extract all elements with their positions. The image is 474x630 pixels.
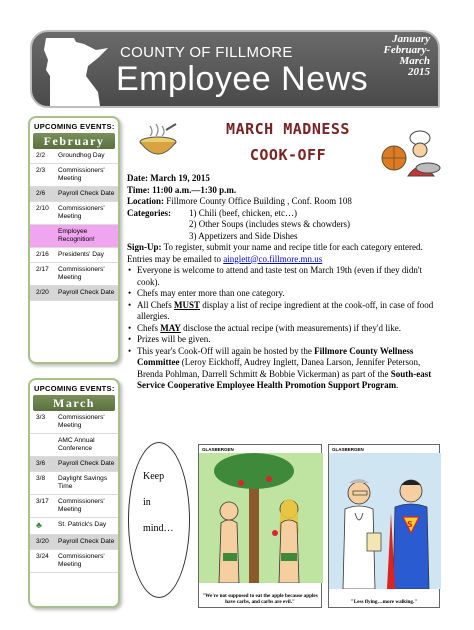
event-title: Payroll Check Date [58, 289, 115, 296]
category-item: 3) Appetizers and Side Dishes [189, 230, 298, 241]
minnesota-state-icon [38, 36, 112, 108]
event-date: 2/10 [36, 205, 49, 212]
february-event-list [30, 149, 118, 301]
event-date [36, 228, 58, 244]
event-row [30, 225, 118, 248]
event-title: Daylight Savings Time [58, 475, 108, 490]
event-date: 2/3 [36, 167, 46, 174]
event-title: Commissioners' Meeting [58, 167, 105, 182]
month-bar-march: March [33, 395, 115, 411]
shamrock-icon: ♣ [36, 520, 42, 530]
event-title: Payroll Check Date [58, 460, 115, 467]
cartoon-less-flying [328, 444, 440, 608]
rule-text: . [396, 380, 399, 390]
chef-basketball-icon [380, 128, 442, 178]
event-date: Date: March 19, 2015 [127, 173, 210, 183]
event-title: Commissioners' Meeting [58, 498, 105, 513]
event-row [30, 434, 118, 457]
cartoon-artist-tag: GLASBERGEN [332, 447, 364, 452]
events-heading: UPCOMING EVENTS: [34, 122, 115, 131]
event-row [30, 411, 118, 434]
event-row [30, 472, 118, 495]
rule-text: This year's Cook-Off will again be hosted by the [137, 345, 315, 356]
event-date: 3/20 [36, 538, 49, 545]
svg-text:S: S [407, 520, 413, 529]
event-date: 2/6 [36, 190, 46, 197]
event-date: 3/8 [36, 475, 46, 482]
keep-in-mind-line: mind… [143, 523, 174, 534]
location-label: Location: [127, 196, 164, 206]
signup-text [127, 242, 439, 265]
event-title: Presidents' Day [58, 251, 104, 258]
event-title: Employee Recognition! [58, 228, 95, 243]
march-events-panel [28, 378, 120, 608]
event-row [30, 550, 118, 573]
rule-item [127, 300, 439, 323]
issue-date-line: February- [383, 44, 430, 56]
event-row [30, 248, 118, 263]
event-row [30, 457, 118, 472]
email-link[interactable]: ainglett@co.fillmore.mn.us [223, 253, 323, 264]
event-row [30, 149, 118, 164]
issue-date-line: March [399, 55, 430, 67]
doctor-superhero-illustration [329, 453, 441, 589]
signup-body: To register, submit your name and recipe title for each category entered. Entries may be emailed to [127, 242, 423, 264]
event-date: 2/17 [36, 266, 49, 273]
event-date [36, 521, 58, 531]
event-date: 3/24 [36, 553, 49, 560]
event-date: 3/3 [36, 414, 46, 421]
rule-text: Chefs [137, 322, 161, 333]
article-headline-sub: COOK-OFF [249, 146, 327, 164]
county-name: COUNTY OF FILLMORE [120, 44, 293, 61]
event-location [127, 196, 439, 208]
categories-row [127, 208, 439, 220]
rule-strong: Fillmore County Wellness Committee [137, 345, 414, 367]
keep-in-mind-line: in [143, 497, 151, 508]
event-date: 2/16 [36, 251, 49, 258]
event-date: 2/20 [36, 289, 49, 296]
article-headline: MARCH MADNESS [226, 120, 350, 138]
rule-emphasis: MAY [160, 322, 181, 333]
issue-date [360, 34, 430, 78]
soup-bowl-icon [136, 122, 180, 160]
rule-item: • Prizes will be given. [127, 334, 439, 346]
rule-item [127, 323, 439, 335]
rule-text: All Chefs [137, 299, 174, 310]
rule-emphasis: MUST [174, 299, 201, 310]
categories-label: Categories: [127, 207, 171, 218]
cartoon-caption: "Less flying…more walking." [350, 599, 418, 605]
event-row [30, 263, 118, 286]
rules-list [127, 265, 439, 392]
issue-date-line: 2015 [408, 66, 430, 78]
rule-item: • Chefs may enter more than one category. [127, 288, 439, 300]
event-row [30, 187, 118, 202]
event-title: Commissioners' Meeting [58, 205, 105, 220]
event-title: Commissioners' Meeting [58, 553, 105, 568]
event-date: 2/2 [36, 152, 46, 159]
events-heading: UPCOMING EVENTS: [34, 384, 115, 393]
adam-eve-illustration [199, 453, 323, 583]
rule-strong: South-east Service Cooperative Employee Health Promotion Support Program [137, 368, 432, 390]
cartoon-artist-tag: GLASBERGEN [202, 447, 234, 452]
event-title: Commissioners' Meeting [58, 266, 105, 281]
event-title: AMC Annual Conference [58, 437, 95, 452]
keep-in-mind-oval [128, 442, 190, 598]
event-title: Commissioners' Meeting [58, 414, 105, 429]
event-date: 3/6 [36, 460, 46, 467]
event-title: Payroll Check Date [58, 538, 115, 545]
event-title: St. Patrick's Day [58, 521, 107, 528]
event-time: Time: 11:00 a.m.—1:30 p.m. [127, 184, 237, 195]
signup-label: Sign-Up: [127, 242, 162, 252]
event-title: Payroll Check Date [58, 190, 115, 197]
event-row [30, 518, 118, 535]
event-title: Groundhog Day [58, 152, 105, 159]
event-row [30, 286, 118, 301]
march-event-list [30, 411, 118, 573]
rule-item [127, 346, 439, 392]
newsletter-title: Employee News [116, 60, 369, 98]
event-date [36, 437, 58, 453]
rule-text: disclose the actual recipe (with measurements) if they'd like. [180, 322, 401, 333]
cookoff-article [127, 173, 439, 392]
header-banner [30, 30, 440, 108]
category-item: 2) Other Soups (includes stews & chowders) [189, 219, 350, 229]
event-row [30, 495, 118, 518]
rule-text: (Leroy Eickhoff, Audrey Inglett, Danea Larson, Jennifer Peterson, Brenda Pohlman, Darrell Schmitt & Bobbie Vickerman) as part of the [137, 357, 421, 379]
category-item: 1) Chili (beef, chicken, etc…) [189, 207, 297, 218]
location-value: Fillmore County Office Building , Conf. Room 108 [164, 196, 352, 206]
keep-in-mind-line: Keep [143, 471, 165, 482]
cartoon-apple-carbs [198, 444, 322, 608]
rule-item: • Everyone is welcome to attend and taste test on March 19th (even if they didn't cook). [127, 265, 439, 288]
cartoon-caption: "We're not supposed to eat the apple because apples have carbs, and carbs are evil." [202, 593, 318, 605]
month-bar-february: February [33, 133, 115, 149]
event-row [30, 164, 118, 187]
issue-date-line: January [392, 33, 430, 45]
february-events-panel [28, 116, 120, 364]
event-row [30, 202, 118, 225]
event-row [30, 535, 118, 550]
event-date: 3/17 [36, 498, 49, 505]
rule-text: display a list of recipe ingredient at the cook-off, in case of food allergies. [137, 299, 434, 321]
